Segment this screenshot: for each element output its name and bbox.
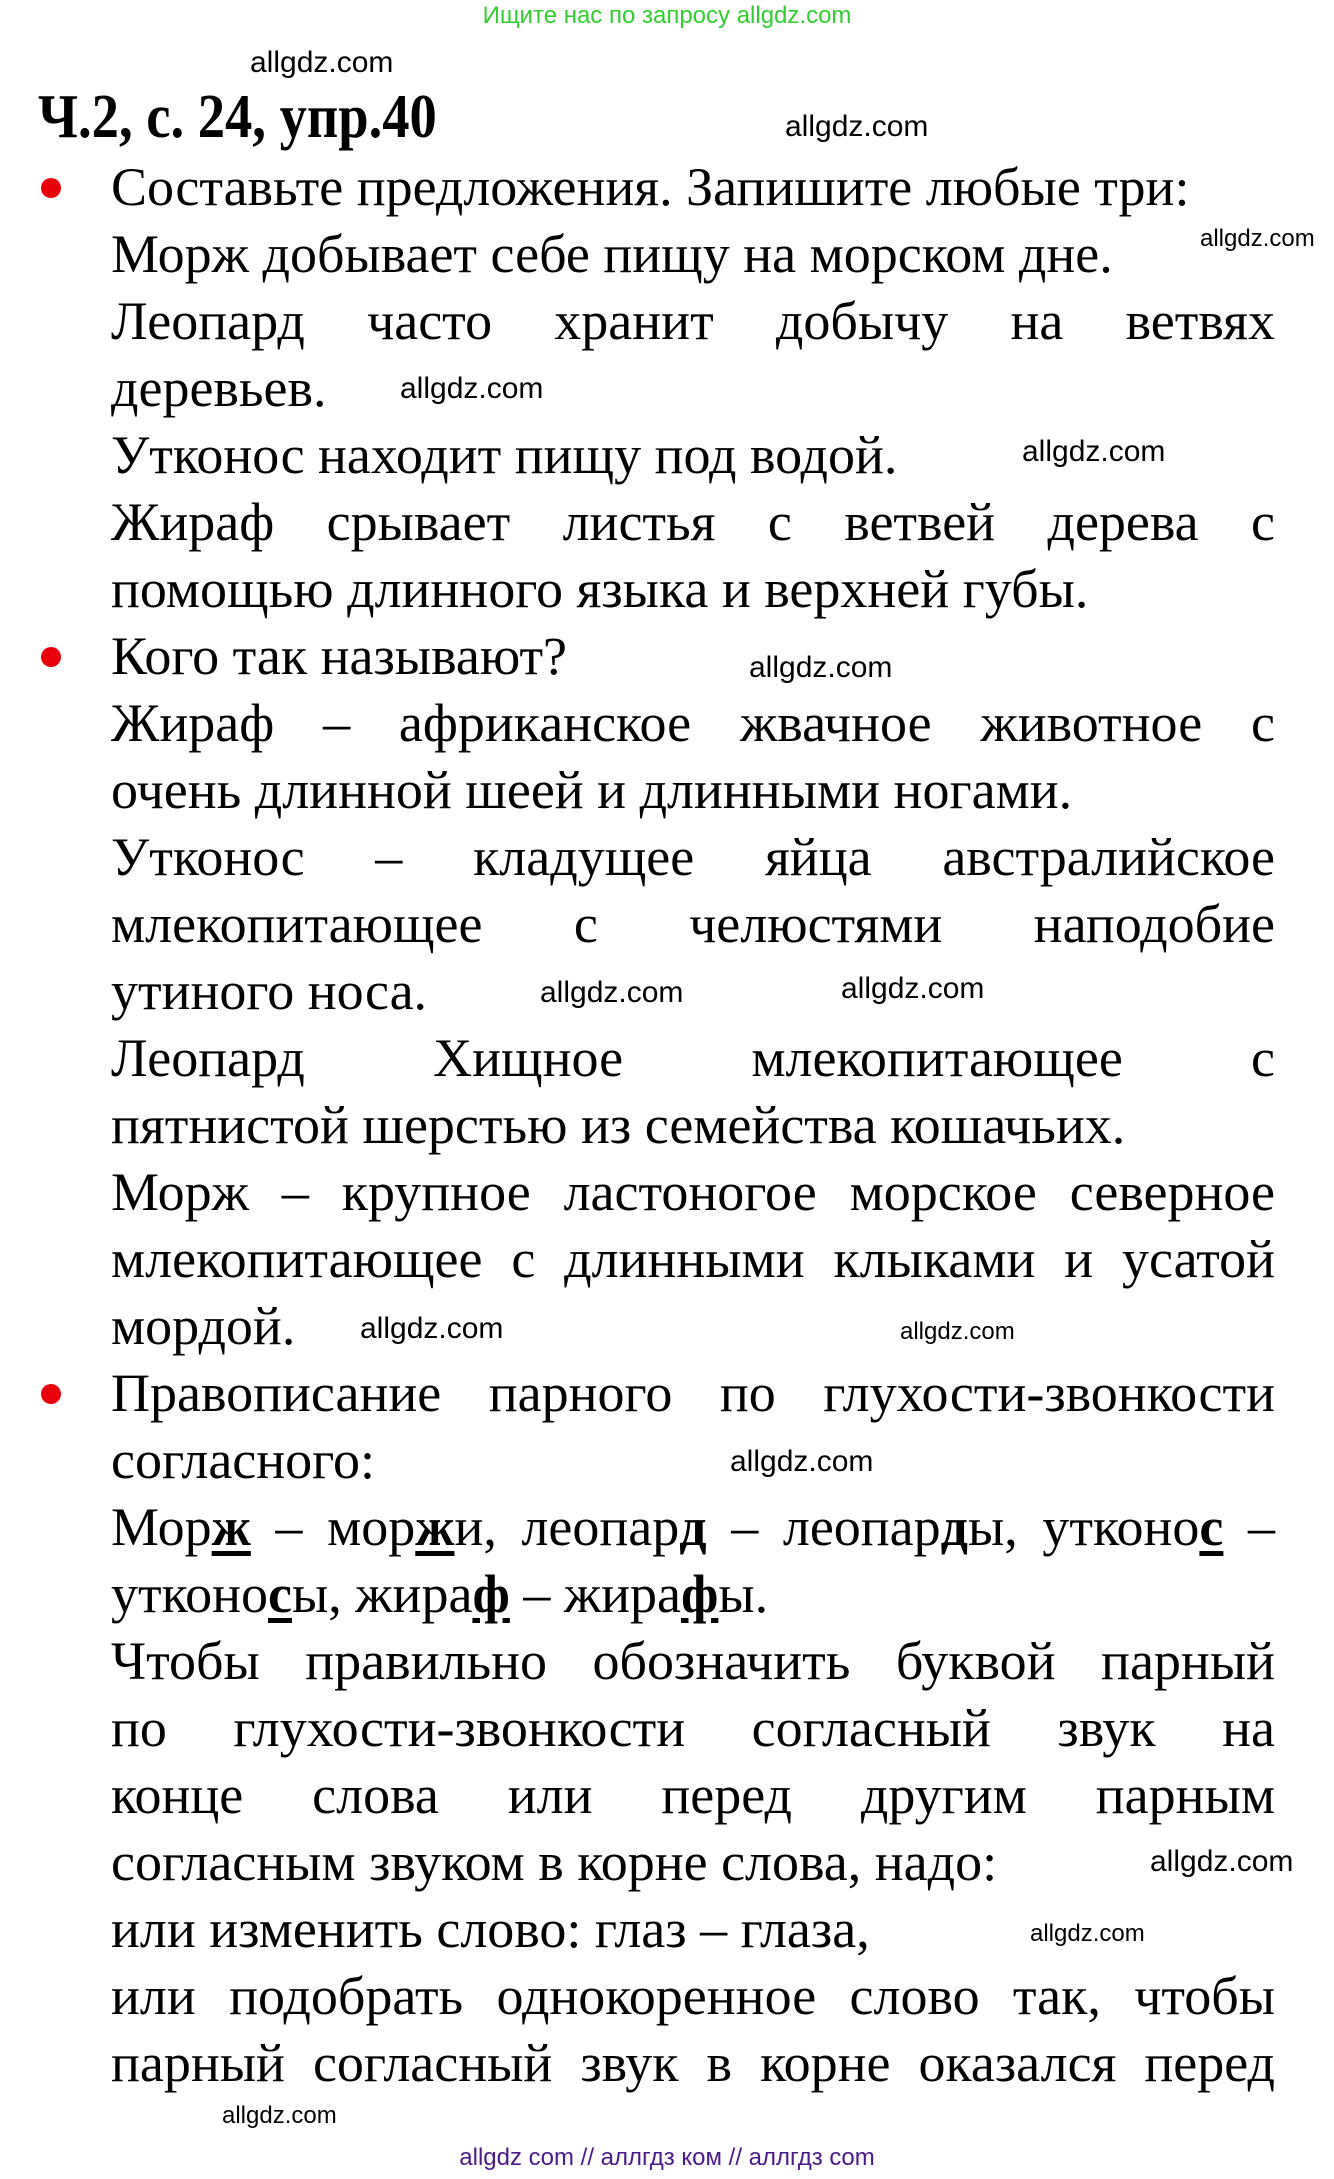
highlighted-letter: д bbox=[679, 1497, 707, 1557]
text-segment: деревьев. bbox=[111, 358, 327, 418]
text-segment: или подобрать однокоренное слово так, чтобы bbox=[111, 1966, 1275, 2026]
text-segment: – bbox=[1223, 1497, 1276, 1557]
text-segment: – леопар bbox=[706, 1497, 941, 1557]
text-segment: или изменить слово: глаз – глаза, bbox=[111, 1899, 870, 1959]
watermark: allgdz.com bbox=[250, 46, 394, 79]
text-segment: и, леопар bbox=[454, 1497, 680, 1557]
text-line bbox=[111, 288, 1275, 355]
highlighted-letter: ж bbox=[211, 1497, 251, 1557]
text-segment: Правописание парного по глухости-звонкости bbox=[111, 1363, 1275, 1423]
text-segment: Составьте предложения. Запишите любые три: bbox=[111, 157, 1190, 217]
top-banner: Ищите нас по запросу allgdz.com bbox=[482, 2, 852, 29]
text-line bbox=[111, 891, 1275, 958]
text-segment: Морж – крупное ластоногое морское северное bbox=[111, 1162, 1275, 1222]
text-segment: согласного: bbox=[111, 1430, 375, 1490]
highlighted-letter: с bbox=[268, 1564, 292, 1624]
text-segment: очень длинной шеей и длинными ногами. bbox=[111, 760, 1073, 820]
text-segment: конце слова или перед другим парным bbox=[111, 1765, 1275, 1825]
highlighted-letter: ф bbox=[472, 1564, 510, 1624]
text-line bbox=[111, 2030, 1275, 2097]
text-line bbox=[111, 1561, 1275, 1628]
text-segment: Чтобы правильно обозначить буквой парный bbox=[111, 1631, 1275, 1691]
text-segment: Жираф срывает листья с ветвей дерева с bbox=[111, 492, 1275, 552]
text-line bbox=[111, 1628, 1275, 1695]
highlighted-letter: ж bbox=[415, 1497, 455, 1557]
text-segment: Утконос находит пищу под водой. bbox=[111, 425, 898, 485]
watermark: allgdz.com bbox=[540, 976, 684, 1009]
text-line bbox=[111, 1762, 1275, 1829]
text-segment: млекопитающее с челюстями наподобие bbox=[111, 894, 1275, 954]
text-line bbox=[111, 1360, 1275, 1427]
text-segment: Жираф – африканское жвачное животное с bbox=[111, 693, 1275, 753]
text-segment: утконо bbox=[111, 1564, 268, 1624]
watermark: allgdz.com bbox=[400, 372, 544, 405]
text-line bbox=[111, 1092, 1275, 1159]
text-line bbox=[111, 1159, 1275, 1226]
text-segment: по глухости-звонкости согласный звук на bbox=[111, 1698, 1275, 1758]
text-line bbox=[111, 1427, 1275, 1494]
text-segment: пятнистой шерстью из семейства кошачьих. bbox=[111, 1095, 1126, 1155]
text-segment: ы, утконо bbox=[967, 1497, 1200, 1557]
text-segment: – жира bbox=[509, 1564, 681, 1624]
text-line bbox=[111, 154, 1275, 221]
text-line bbox=[111, 1963, 1275, 2030]
text-segment: Морж добывает себе пищу на морском дне. bbox=[111, 224, 1113, 284]
text-line bbox=[111, 757, 1275, 824]
highlighted-letter: ф bbox=[681, 1564, 719, 1624]
watermark: allgdz.com bbox=[730, 1445, 874, 1478]
bottom-banner: allgdz com // аллгдз ком // аллгдз com bbox=[459, 2144, 875, 2171]
watermark: allgdz.com bbox=[1022, 435, 1166, 468]
text-line bbox=[111, 221, 1275, 288]
text-line bbox=[111, 355, 1275, 422]
watermark: allgdz.com bbox=[749, 651, 893, 684]
watermark: allgdz.com bbox=[360, 1312, 504, 1345]
text-segment: ы. bbox=[718, 1564, 769, 1624]
watermark: allgdz.com bbox=[1200, 225, 1315, 252]
text-line bbox=[111, 1226, 1275, 1293]
watermark: allgdz.com bbox=[1150, 1845, 1294, 1878]
text-line bbox=[111, 1829, 1275, 1896]
highlighted-letter: д bbox=[940, 1497, 968, 1557]
bullet-icon bbox=[41, 1384, 61, 1404]
text-segment: парный согласный звук в корне оказался перед bbox=[111, 2033, 1275, 2093]
text-segment: мордой. bbox=[111, 1296, 296, 1356]
text-segment: помощью длинного языка и верхней губы. bbox=[111, 559, 1089, 619]
text-line bbox=[111, 1695, 1275, 1762]
text-segment: – мор bbox=[250, 1497, 416, 1557]
text-line bbox=[111, 1025, 1275, 1092]
text-segment: Леопард Хищное млекопитающее с bbox=[111, 1028, 1275, 1088]
bullet-icon bbox=[41, 647, 61, 667]
text-segment: согласным звуком в корне слова, надо: bbox=[111, 1832, 998, 1892]
text-line bbox=[111, 556, 1275, 623]
text-line bbox=[111, 1494, 1275, 1561]
text-segment: утиного носа. bbox=[111, 961, 428, 1021]
text-segment: Утконос – кладущее яйца австралийское bbox=[111, 827, 1275, 887]
text-segment: Мор bbox=[111, 1497, 212, 1557]
text-line bbox=[111, 623, 1275, 690]
watermark: allgdz.com bbox=[785, 110, 929, 143]
watermark: allgdz.com bbox=[1030, 1920, 1145, 1947]
text-line bbox=[111, 958, 1275, 1025]
text-line bbox=[111, 1293, 1275, 1360]
watermark: allgdz.com bbox=[900, 1318, 1015, 1345]
text-segment: ы, жира bbox=[291, 1564, 473, 1624]
text-segment: Кого так называют? bbox=[111, 626, 568, 686]
bullet-icon bbox=[41, 178, 61, 198]
text-line bbox=[111, 489, 1275, 556]
text-segment: Леопард часто хранит добычу на ветвях bbox=[111, 291, 1275, 351]
exercise-title: Ч.2, с. 24, упр.40 bbox=[38, 83, 437, 151]
text-line bbox=[111, 690, 1275, 757]
watermark: allgdz.com bbox=[841, 972, 985, 1005]
highlighted-letter: с bbox=[1199, 1497, 1224, 1557]
text-line bbox=[111, 824, 1275, 891]
text-segment: млекопитающее с длинными клыками и усатой bbox=[111, 1229, 1275, 1289]
watermark: allgdz.com bbox=[222, 2102, 337, 2129]
